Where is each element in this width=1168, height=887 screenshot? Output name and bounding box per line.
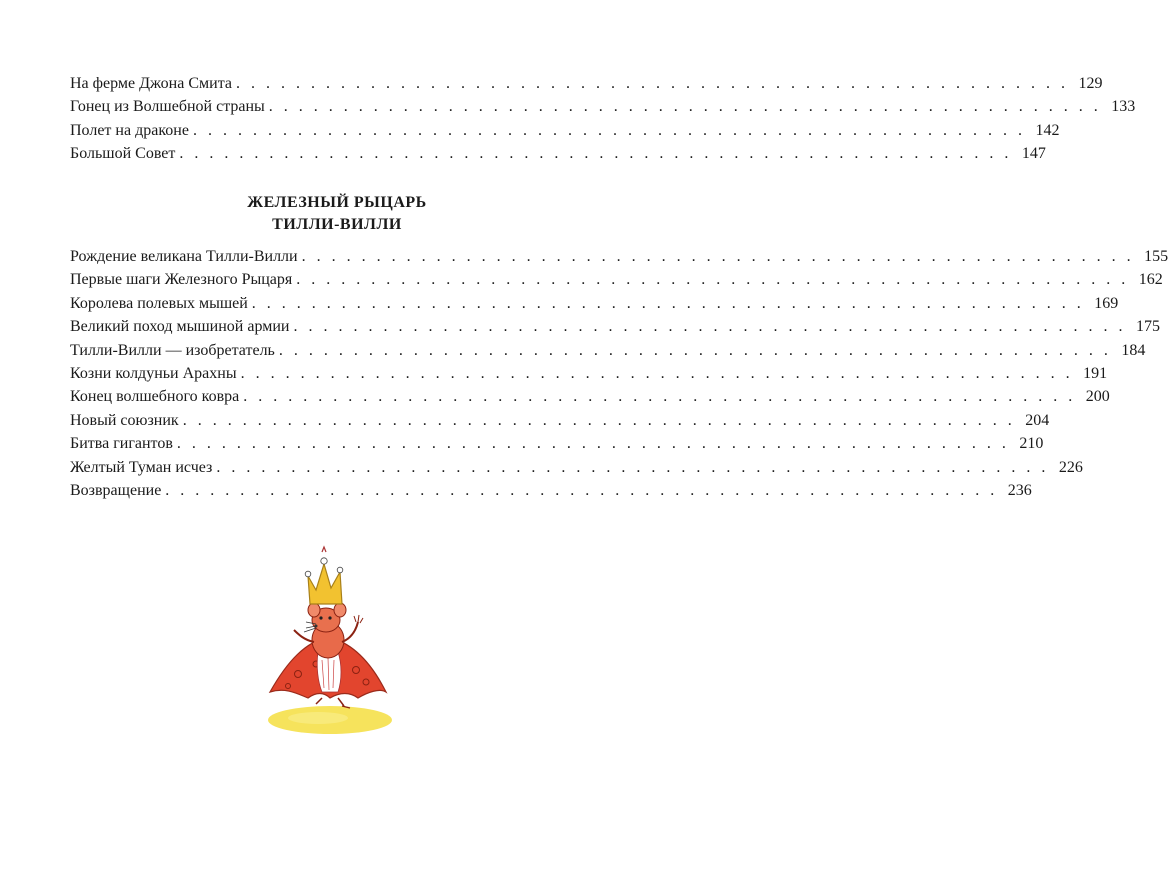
section-heading-line-1: ЖЕЛЕЗНЫЙ РЫЦАРЬ <box>247 194 427 211</box>
toc-entry-title: Большой Совет <box>70 145 176 163</box>
toc-entry-page-number: 169 <box>1094 294 1119 312</box>
toc-dot-leader: . . . . . . . . . . . . . . . . . . . . . . . . . . . . . . . . . . . . . . . . . . . . . . . . . . . . . . . . <box>243 388 1076 406</box>
toc-entry-title: Великий поход мышиной армии <box>70 318 290 336</box>
toc-entry <box>70 339 1146 362</box>
toc-entry <box>70 72 1103 95</box>
toc-dot-leader: . . . . . . . . . . . . . . . . . . . . . . . . . . . . . . . . . . . . . . . . . . . . . . . . . . . . . . . . <box>165 481 998 499</box>
toc-list-top <box>70 72 1136 166</box>
toc-entry-page-number: 133 <box>1111 98 1136 116</box>
toc-dot-leader: . . . . . . . . . . . . . . . . . . . . . . . . . . . . . . . . . . . . . . . . . . . . . . . . . . . . . . . . <box>296 271 1129 289</box>
toc-dot-leader: . . . . . . . . . . . . . . . . . . . . . . . . . . . . . . . . . . . . . . . . . . . . . . . . . . . . . . . . <box>216 458 1049 476</box>
toc-list-section <box>70 245 1168 502</box>
toc-entry <box>70 456 1083 479</box>
toc-dot-leader: . . . . . . . . . . . . . . . . . . . . . . . . . . . . . . . . . . . . . . . . . . . . . . . . . . . . . . . . <box>251 294 1085 312</box>
toc-entry-title: Желтый Туман исчез <box>70 458 213 476</box>
toc-entry-page-number: 184 <box>1121 341 1146 359</box>
toc-entry <box>70 479 1032 502</box>
toc-dot-leader: . . . . . . . . . . . . . . . . . . . . . . . . . . . . . . . . . . . . . . . . . . . . . . . . . . . . . . . . <box>240 364 1074 382</box>
toc-entry-title: Полет на драконе <box>70 121 189 139</box>
toc-entry-page-number: 236 <box>1007 481 1032 499</box>
toc-entry-page-number: 191 <box>1083 364 1108 382</box>
toc-dot-leader: . . . . . . . . . . . . . . . . . . . . . . . . . . . . . . . . . . . . . . . . . . . . . . . . . . . . . . . . <box>278 341 1112 359</box>
toc-entry-title: Королева полевых мышей <box>70 294 248 312</box>
toc-entry <box>70 385 1110 408</box>
toc-entry <box>70 268 1163 291</box>
toc-dot-leader: . . . . . . . . . . . . . . . . . . . . . . . . . . . . . . . . . . . . . . . . . . . . . . . . . . . . . . . . <box>236 75 1069 92</box>
toc-dot-leader: . . . . . . . . . . . . . . . . . . . . . . . . . . . . . . . . . . . . . . . . . . . . . . . . . . . . . . . . <box>182 411 1016 429</box>
toc-dot-leader: . . . . . . . . . . . . . . . . . . . . . . . . . . . . . . . . . . . . . . . . . . . . . . . . . . . . . . . . <box>176 435 1010 453</box>
toc-dot-leader: . . . . . . . . . . . . . . . . . . . . . . . . . . . . . . . . . . . . . . . . . . . . . . . . . . . . . . . . <box>179 145 1012 163</box>
toc-entry-page-number: 129 <box>1078 75 1103 92</box>
toc-dot-leader: . . . . . . . . . . . . . . . . . . . . . . . . . . . . . . . . . . . . . . . . . . . . . . . . . . . . . . . . <box>301 248 1135 265</box>
toc-entry <box>70 362 1108 385</box>
toc-entry-page-number: 147 <box>1021 145 1046 163</box>
toc-entry <box>70 95 1136 118</box>
toc-entry-title: Рождение великана Тилли-Вилли <box>70 248 298 265</box>
toc-entry-title: Первые шаги Железного Рыцаря <box>70 271 293 289</box>
toc-entry-title: Конец волшебного ковра <box>70 388 240 406</box>
toc-entry <box>70 119 1060 142</box>
toc-entry-page-number: 162 <box>1138 271 1163 289</box>
toc-entry-title: Возвращение <box>70 481 162 499</box>
toc-entry-page-number: 200 <box>1085 388 1110 406</box>
toc-entry-title: Новый союзник <box>70 411 179 429</box>
mouse-queen-illustration <box>258 542 398 742</box>
toc-dot-leader: . . . . . . . . . . . . . . . . . . . . . . . . . . . . . . . . . . . . . . . . . . . . . . . . . . . . . . . . <box>293 318 1126 336</box>
toc-entry <box>70 432 1044 455</box>
toc-entry-page-number: 204 <box>1025 411 1050 429</box>
section-heading-line-2: ТИЛЛИ-ВИЛЛИ <box>272 216 402 233</box>
toc-entry-title: На ферме Джона Смита <box>70 75 232 92</box>
toc-entry-title: Козни колдуньи Арахны <box>70 364 237 382</box>
toc-entry <box>70 142 1046 165</box>
toc-entry-page-number: 210 <box>1019 435 1044 453</box>
toc-entry <box>70 245 1168 268</box>
toc-entry <box>70 292 1119 315</box>
toc-dot-leader: . . . . . . . . . . . . . . . . . . . . . . . . . . . . . . . . . . . . . . . . . . . . . . . . . . . . . . . . <box>192 121 1026 139</box>
toc-entry <box>70 409 1050 432</box>
toc-entry <box>70 315 1160 338</box>
toc-entry-page-number: 175 <box>1135 318 1160 336</box>
section-heading <box>0 192 674 236</box>
toc-entry-title: Гонец из Волшебной страны <box>70 98 265 116</box>
toc-dot-leader: . . . . . . . . . . . . . . . . . . . . . . . . . . . . . . . . . . . . . . . . . . . . . . . . . . . . . . . . <box>268 98 1102 116</box>
toc-entry-title: Тилли-Вилли — изобретатель <box>70 341 275 359</box>
toc-entry-title: Битва гигантов <box>70 435 173 453</box>
toc-entry-page-number: 226 <box>1058 458 1083 476</box>
toc-entry-page-number: 155 <box>1144 248 1168 265</box>
toc-entry-page-number: 142 <box>1035 121 1060 139</box>
